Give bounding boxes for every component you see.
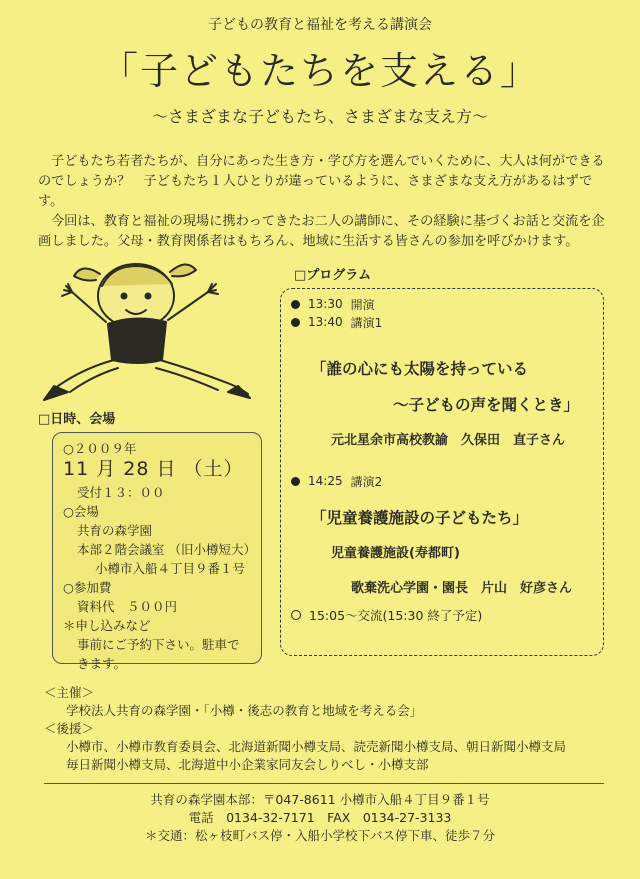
event-year: ○２００９年 — [63, 441, 137, 456]
page-title: 「子どもたちを支える」 — [99, 49, 540, 93]
footer-credits — [44, 684, 614, 774]
venue-name: 共育の森学園 — [77, 523, 153, 538]
tagline: ～さまざまな子どもたち、さまざまな支え方～ — [151, 107, 488, 126]
child-illustration — [38, 252, 268, 404]
program-item-opening — [291, 295, 593, 313]
program-time: 13:40 — [308, 315, 343, 329]
venue-room: 本部２階会議室 （旧小樽短大） — [77, 542, 256, 557]
event-date: 11 月 28 日 （土） — [63, 458, 244, 480]
bullet-icon — [291, 477, 300, 486]
program-label: 講演2 — [350, 474, 383, 489]
contact-phone: 電話 0134-32-7171 FAX 0134-27-3133 — [188, 810, 452, 825]
contact-access: ＊交通：松ヶ枝町バス停・入船小学校下バス停下車、徒歩７分 — [144, 828, 495, 843]
program-label: 講演1 — [350, 315, 383, 330]
bullet-icon — [291, 318, 300, 327]
lecture2-speaker: 歌棄洗心学園・園長 片山 好彦さん — [351, 581, 573, 596]
bullet-icon — [291, 300, 300, 309]
venue-address: 小樽市入船４丁目９番１号 — [95, 561, 246, 576]
intro-paragraph-2: 今回は、教育と福祉の現場に携わってきたお二人の講師に、その経験に基づくお話と交流を企画しました。父母・教育関係者はもちろん、地域に生活する皆さんの参加を呼びかけます。 — [38, 214, 605, 249]
program-section-label: □プログラム — [294, 268, 372, 283]
contact-address: 共育の森学園本部：〒047-8611 小樽市入船４丁目９番１号 — [150, 792, 490, 807]
program-item-lecture2 — [291, 472, 593, 490]
program-label: 開演 — [350, 297, 375, 312]
organizer-text: 学校法人共育の森学園・「小樽・後志の教育と地域を考える会」 — [66, 703, 423, 718]
event-subtitle: 子どもの教育と福祉を考える講演会 — [208, 17, 432, 33]
program-box — [280, 288, 604, 656]
application-heading: ＊申し込みなど — [63, 618, 151, 633]
program-time: 13:30 — [308, 297, 343, 311]
intro-text — [38, 152, 613, 252]
reception-time: 受付１３：００ — [77, 485, 165, 500]
lecture1-speaker: 元北星余市高校教諭 久保田 直子さん — [331, 433, 566, 448]
venue-heading: ○会場 — [63, 504, 99, 519]
lecture2-organization: 児童養護施設(寿都町) — [331, 546, 460, 561]
program-item-lecture1 — [291, 313, 593, 331]
program-item-closing — [291, 606, 593, 624]
support-line-2: 毎日新聞小樽支局、北海道中小企業家同友会しりべし・小樽支部 — [66, 757, 429, 772]
footer-divider — [44, 783, 604, 784]
closing-text: 15:05～交流(15:30 終了予定) — [309, 608, 483, 623]
lecture1-title-line1: 「誰の心にも太陽を持っている — [311, 360, 529, 378]
lecture1-title-line2: ～子どもの声を聞くとき」 — [393, 396, 580, 414]
program-time: 14:25 — [308, 474, 343, 488]
support-heading: ＜後援＞ — [44, 721, 95, 736]
open-circle-icon — [291, 610, 301, 620]
application-note: 事前にご予約下さい。駐車できます。 — [77, 637, 240, 671]
schedule-box — [52, 432, 262, 671]
intro-paragraph-1: 子どもたち若者たちが、自分にあった生き方・学び方を選んでいくために、大人は何ができるのでしょうか？ 子どもたち１人ひとりが違っているように、さまざまな支え方があるはずです。 — [38, 154, 605, 209]
organizer-heading: ＜主催＞ — [44, 685, 95, 700]
schedule-section-label: □日時、会場 — [38, 412, 116, 427]
fee-heading: ○参加費 — [63, 580, 112, 595]
lecture2-title: 「児童養護施設の子どもたち」 — [311, 509, 529, 527]
support-line-1: 小樽市、小樽市教育委員会、北海道新聞小樽支局、読売新聞小樽支局、朝日新聞小樽支局 — [66, 739, 567, 754]
fee-amount: 資料代 ５００円 — [77, 599, 178, 614]
